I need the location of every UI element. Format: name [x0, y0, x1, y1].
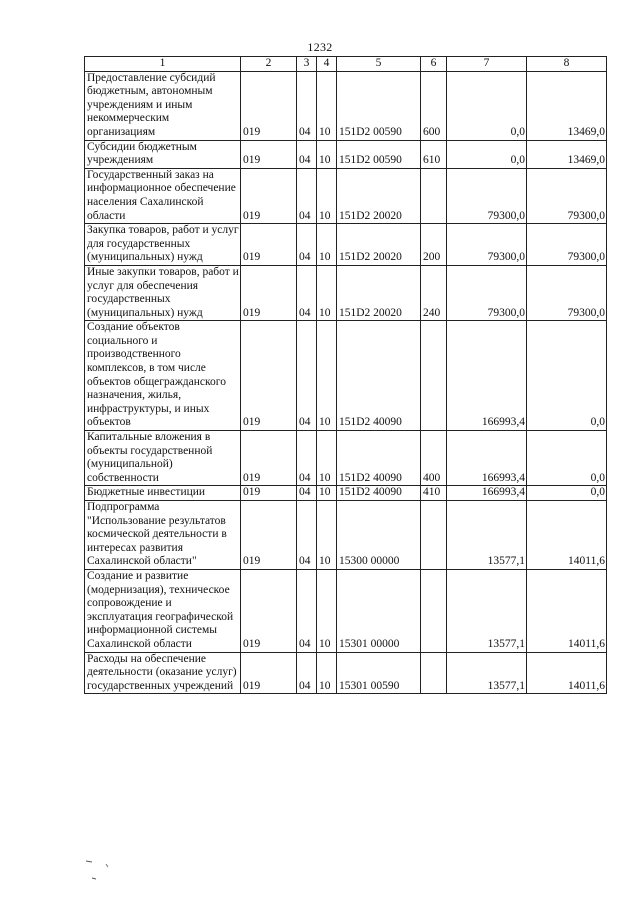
table-row: [85, 140, 607, 168]
row-cell-7: 79300,0: [447, 265, 527, 320]
row-cell-2: 019: [241, 71, 297, 140]
row-cell-2: 019: [241, 168, 297, 223]
row-cell-4: 10: [317, 652, 337, 694]
header-cell-1: 1: [85, 57, 241, 72]
table-row: [85, 321, 607, 431]
header-cell-4: 4: [317, 57, 337, 72]
row-name-cell: Государственный заказ на информационное обеспечение населения Сахалинской области: [85, 168, 241, 223]
row-cell-6: 200: [421, 224, 447, 266]
row-cell-8: 13469,0: [527, 71, 607, 140]
row-cell-7: 166993,4: [447, 431, 527, 486]
row-name-cell: Создание объектов социального и производственного комплексов, в том числе объектов общегражданского назначения, жилья, инфраструктуры, и иных объектов: [85, 321, 241, 431]
row-cell-7: 13577,1: [447, 501, 527, 570]
row-cell-2: 019: [241, 652, 297, 694]
row-cell-5: 151D2 40090: [337, 486, 421, 501]
header-cell-6: 6: [421, 57, 447, 72]
table-row: [85, 224, 607, 266]
row-cell-7: 166993,4: [447, 486, 527, 501]
row-cell-7: 166993,4: [447, 321, 527, 431]
row-cell-5: 15301 00000: [337, 569, 421, 652]
row-cell-6: 610: [421, 140, 447, 168]
row-cell-4: 10: [317, 569, 337, 652]
row-cell-2: 019: [241, 501, 297, 570]
budget-table: [84, 56, 607, 694]
row-cell-8: 13469,0: [527, 140, 607, 168]
table-row: [85, 168, 607, 223]
row-cell-2: 019: [241, 486, 297, 501]
row-cell-8: 14011,6: [527, 652, 607, 694]
row-cell-7: 79300,0: [447, 168, 527, 223]
table-row: [85, 265, 607, 320]
header-cell-2: 2: [241, 57, 297, 72]
row-cell-3: 04: [297, 224, 317, 266]
header-cell-3: 3: [297, 57, 317, 72]
row-cell-8: 0,0: [527, 431, 607, 486]
row-cell-5: 151D2 20020: [337, 168, 421, 223]
row-cell-4: 10: [317, 321, 337, 431]
row-cell-7: 79300,0: [447, 224, 527, 266]
row-cell-7: 0,0: [447, 140, 527, 168]
row-name-cell: Иные закупки товаров, работ и услуг для обеспечения государственных (муниципальных) нужд: [85, 265, 241, 320]
row-cell-6: 410: [421, 486, 447, 501]
row-cell-8: 0,0: [527, 486, 607, 501]
table-row: [85, 431, 607, 486]
row-cell-7: 0,0: [447, 71, 527, 140]
header-cell-8: 8: [527, 57, 607, 72]
row-cell-3: 04: [297, 140, 317, 168]
row-cell-8: 79300,0: [527, 168, 607, 223]
row-cell-4: 10: [317, 501, 337, 570]
row-cell-6: [421, 501, 447, 570]
row-cell-7: 13577,1: [447, 569, 527, 652]
row-cell-3: 04: [297, 652, 317, 694]
row-cell-2: 019: [241, 224, 297, 266]
table-row: [85, 71, 607, 140]
header-row: [85, 57, 607, 72]
row-cell-4: 10: [317, 140, 337, 168]
row-cell-5: 151D2 40090: [337, 321, 421, 431]
table-row: [85, 501, 607, 570]
row-name-cell: Предоставление субсидий бюджетным, автономным учреждениям и иным некоммерческим организациям: [85, 71, 241, 140]
row-cell-3: 04: [297, 431, 317, 486]
row-cell-4: 10: [317, 431, 337, 486]
page-number: 1232: [307, 40, 333, 54]
header-cell-5: 5: [337, 57, 421, 72]
row-cell-4: 10: [317, 265, 337, 320]
row-cell-5: 151D2 20020: [337, 265, 421, 320]
row-cell-6: [421, 168, 447, 223]
row-cell-3: 04: [297, 321, 317, 431]
row-cell-3: 04: [297, 265, 317, 320]
row-cell-3: 04: [297, 569, 317, 652]
row-cell-5: 15300 00000: [337, 501, 421, 570]
row-name-cell: Создание и развитие (модернизация), техническое сопровождение и эксплуатация географической информационной системы Сахалинской области: [85, 569, 241, 652]
row-cell-6: [421, 321, 447, 431]
table-row: [85, 569, 607, 652]
table-row: [85, 486, 607, 501]
row-cell-6: 400: [421, 431, 447, 486]
row-cell-8: 0,0: [527, 321, 607, 431]
row-cell-3: 04: [297, 501, 317, 570]
row-cell-5: 151D2 20020: [337, 224, 421, 266]
row-cell-2: 019: [241, 569, 297, 652]
row-cell-4: 10: [317, 71, 337, 140]
row-cell-4: 10: [317, 224, 337, 266]
row-cell-8: 79300,0: [527, 224, 607, 266]
row-cell-4: 10: [317, 168, 337, 223]
header-cell-7: 7: [447, 57, 527, 72]
row-cell-7: 13577,1: [447, 652, 527, 694]
table-row: [85, 652, 607, 694]
row-cell-6: [421, 652, 447, 694]
row-name-cell: Подпрограмма "Использование результатов космической деятельности в интересах развития Сахалинской области": [85, 501, 241, 570]
row-cell-5: 151D2 00590: [337, 71, 421, 140]
row-cell-6: 240: [421, 265, 447, 320]
row-name-cell: Капитальные вложения в объекты государственной (муниципальной) собственности: [85, 431, 241, 486]
row-cell-2: 019: [241, 321, 297, 431]
row-cell-3: 04: [297, 168, 317, 223]
row-name-cell: Закупка товаров, работ и услуг для государственных (муниципальных) нужд: [85, 224, 241, 266]
row-cell-4: 10: [317, 486, 337, 501]
row-name-cell: Бюджетные инвестиции: [85, 486, 241, 501]
row-name-cell: Расходы на обеспечение деятельности (оказание услуг) государственных учреждений: [85, 652, 241, 694]
row-cell-3: 04: [297, 486, 317, 501]
row-cell-5: 151D2 40090: [337, 431, 421, 486]
row-cell-5: 151D2 00590: [337, 140, 421, 168]
row-cell-8: 14011,6: [527, 501, 607, 570]
row-cell-5: 15301 00590: [337, 652, 421, 694]
row-cell-8: 14011,6: [527, 569, 607, 652]
row-cell-6: 600: [421, 71, 447, 140]
row-cell-8: 79300,0: [527, 265, 607, 320]
scan-marks: [86, 858, 116, 888]
row-cell-2: 019: [241, 431, 297, 486]
row-cell-2: 019: [241, 265, 297, 320]
row-cell-2: 019: [241, 140, 297, 168]
row-cell-3: 04: [297, 71, 317, 140]
row-cell-6: [421, 569, 447, 652]
row-name-cell: Субсидии бюджетным учреждениям: [85, 140, 241, 168]
